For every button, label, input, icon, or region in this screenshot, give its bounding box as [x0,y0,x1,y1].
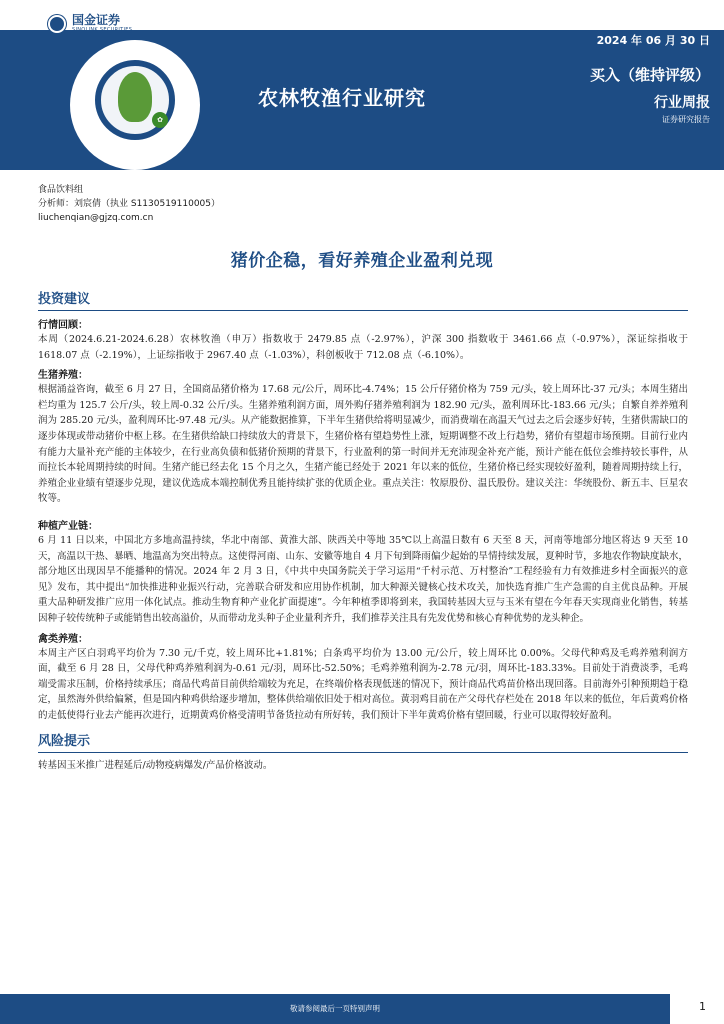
logo-mark-icon [48,15,66,33]
report-header [0,0,724,170]
subsection-title-pig: 生猪养殖： [38,370,88,382]
paragraph-review: 本周（2024.6.21-2024.6.28）农林牧渔（申万）指数收于 2479.85 点（-2.97%），沪深 300 指数收于 3461.66 点（-0.97%），深证综指收于 1618.07 点（-2.19%），上证综指收于 2967.40 点（-1.03%），科创板收于 712.08 点（-6.10%）。 [38,334,688,361]
plant-icon [118,72,152,122]
industry-title: 农林牧渔行业研究 [258,86,426,110]
badge-icon: ✿ [152,112,168,128]
analyst-group: 食品饮料组 [38,185,84,195]
analyst-info [38,183,220,225]
paragraph-risk: 转基因玉米推广进程延后/动物疫病爆发/产品价格波动。 [38,760,273,772]
subsection-title-review: 行情回顾： [38,320,88,331]
report-subtype: 证券研究报告 [662,115,710,124]
paragraph-poultry: 本周主产区白羽鸡平均价为 7.30 元/千克，较上周环比+1.81%；白条鸡平均价为 13.00 元/公斤，较上周环比 0.00%。父母代种鸡及毛鸡养殖利润方面，截至 6 月 28 日，父母代种鸡养殖利润为-0.61 元/羽，周环比-52.50%；毛鸡养殖利润为-2.78 元/羽，周环比-183.33%。目前处于消费淡季，毛鸡端受需求压制，价格持续承压；商品代鸡苗目前供给端较为充足，在终端价格表现低迷的情况下，预计商品代鸡苗价格出现回落。目前海外引种预期趋于稳定，虽然海外供给偏紧，但是国内种鸡供给逐步增加，整体供给端依旧处于相对高位。黄羽鸡目前在产父母代存栏处在 2018 年以来的低位，年后黄鸡价格的走低使得行业去产能再次进行，近期黄鸡价格受清明节备货拉动有所好转，我们预计下半年黄鸡价格有望回暖，行业可以取得较好盈利。 [38,647,688,721]
company-logo [48,14,132,34]
paragraph-seed: 6 月 11 日以来，中国北方多地高温持续，华北中南部、黄淮大部、陕西关中等地 35℃以上高温日数有 6 天至 8 天，河南等地部分地区将达 9 天至 10 天，高温以干热、暴晒、地温高为突出特点。这使得河南、山东、安徽等地自 4 月下旬到降雨偏少起始的旱情持续发展，夏种时节，多地农作物缺度缺水，部分地区出现因旱不能播种的情况。2024 年 2 月 3 日，《中共中央国务院关于学习运用“千村示范、万村整治”工程经验有力有效推进乡村全面振兴的意见》发布，其中提出“加快推进种业振兴行动，完善联合研发和应用协作机制，加大种源关键核心技术攻关，加快选育推广生产急需的自主优良品种。开展重大品种研发推广应用一体化试点。推动生物育种产业化扩面提速”。今年种植季即将到来，我国转基因大豆与玉米有望在今年春天实现商业化销售，转基因种子较传统种子或能销售出较高溢价，从而带动龙头种子企业量利齐升，我们推荐关注具有先发优势和核心育种优势的龙头种企。 [38,534,688,624]
page-number: 1 [699,1000,706,1013]
footer-disclaimer: 敬请参阅最后一页特别声明 [290,1004,380,1013]
subsection-title-poultry: 禽类养殖： [38,633,88,645]
section-title-risk: 风险提示 [38,730,688,753]
logo-name-cn: 国金证券 [72,13,121,27]
analyst-email[interactable]: liuchenqian@gjzq.com.cn [38,213,154,223]
logo-name-en: SINOLINK SECURITIES [72,27,133,33]
rating-label: 买入（维持评级） [589,66,710,84]
report-body [38,288,688,774]
report-date: 2024 年 06 月 30 日 [596,34,710,47]
report-type: 行业周报 [654,95,710,111]
subsection-title-seed: 种植产业链： [38,520,98,532]
main-title: 猪价企稳，看好养殖企业盈利兑现 [230,251,494,271]
analyst-name: 分析师：刘宸倩（执业 S1130519110005） [38,199,221,209]
paragraph-pig: 根据涌益咨询，截至 6 月 27 日，全国商品猪价格为 17.68 元/公斤，周环比-4.74%；15 公斤仔猪价格为 759 元/头，较上周环比-37 元/头；本周生猪出栏均重为 125.7 公斤/头，较上周-0.32 公斤/头。生猪养殖利润方面，周外购仔猪养殖利润为 182.90 元/头，盈利周环比-183.66 元/头；自繁自养养殖利润为 285.20 元/头，盈利周环比-97.48 元/头。从产能数据推算，下半年生猪供给将明显减少，而消费端在高温天气过去之后会逐步好转，生猪供需缺口的逐步体现或带动猪价中枢上移。在生猪供给缺口持续放大的背景下，生猪价格有望趋势性上涨，短期调整不改上行趋势，猪价有望超市场预期。目前行业内有能力大量补充产能的主体较少，在行业高负债和低猪价预期的背景下，行业盈利的第一时间并无充沛现金补充产能，预计产能在低位会维持较长事件，从而拉长本轮周期持续的时间。生猪产能已经去化 15 个月之久，生猪产能已经处于 2021 年以来的低位，生猪价格已经实现较好盈利，随着周期持续上行，养殖企业业绩有望逐步兑现，建议优选成本端控制优秀且能持续扩张的优质企业。重点关注：牧原股份、温氏股份。建议关注：华统股份、新五丰、巨星农牧等。 [38,384,688,505]
section-title-invest: 投资建议 [38,288,688,311]
